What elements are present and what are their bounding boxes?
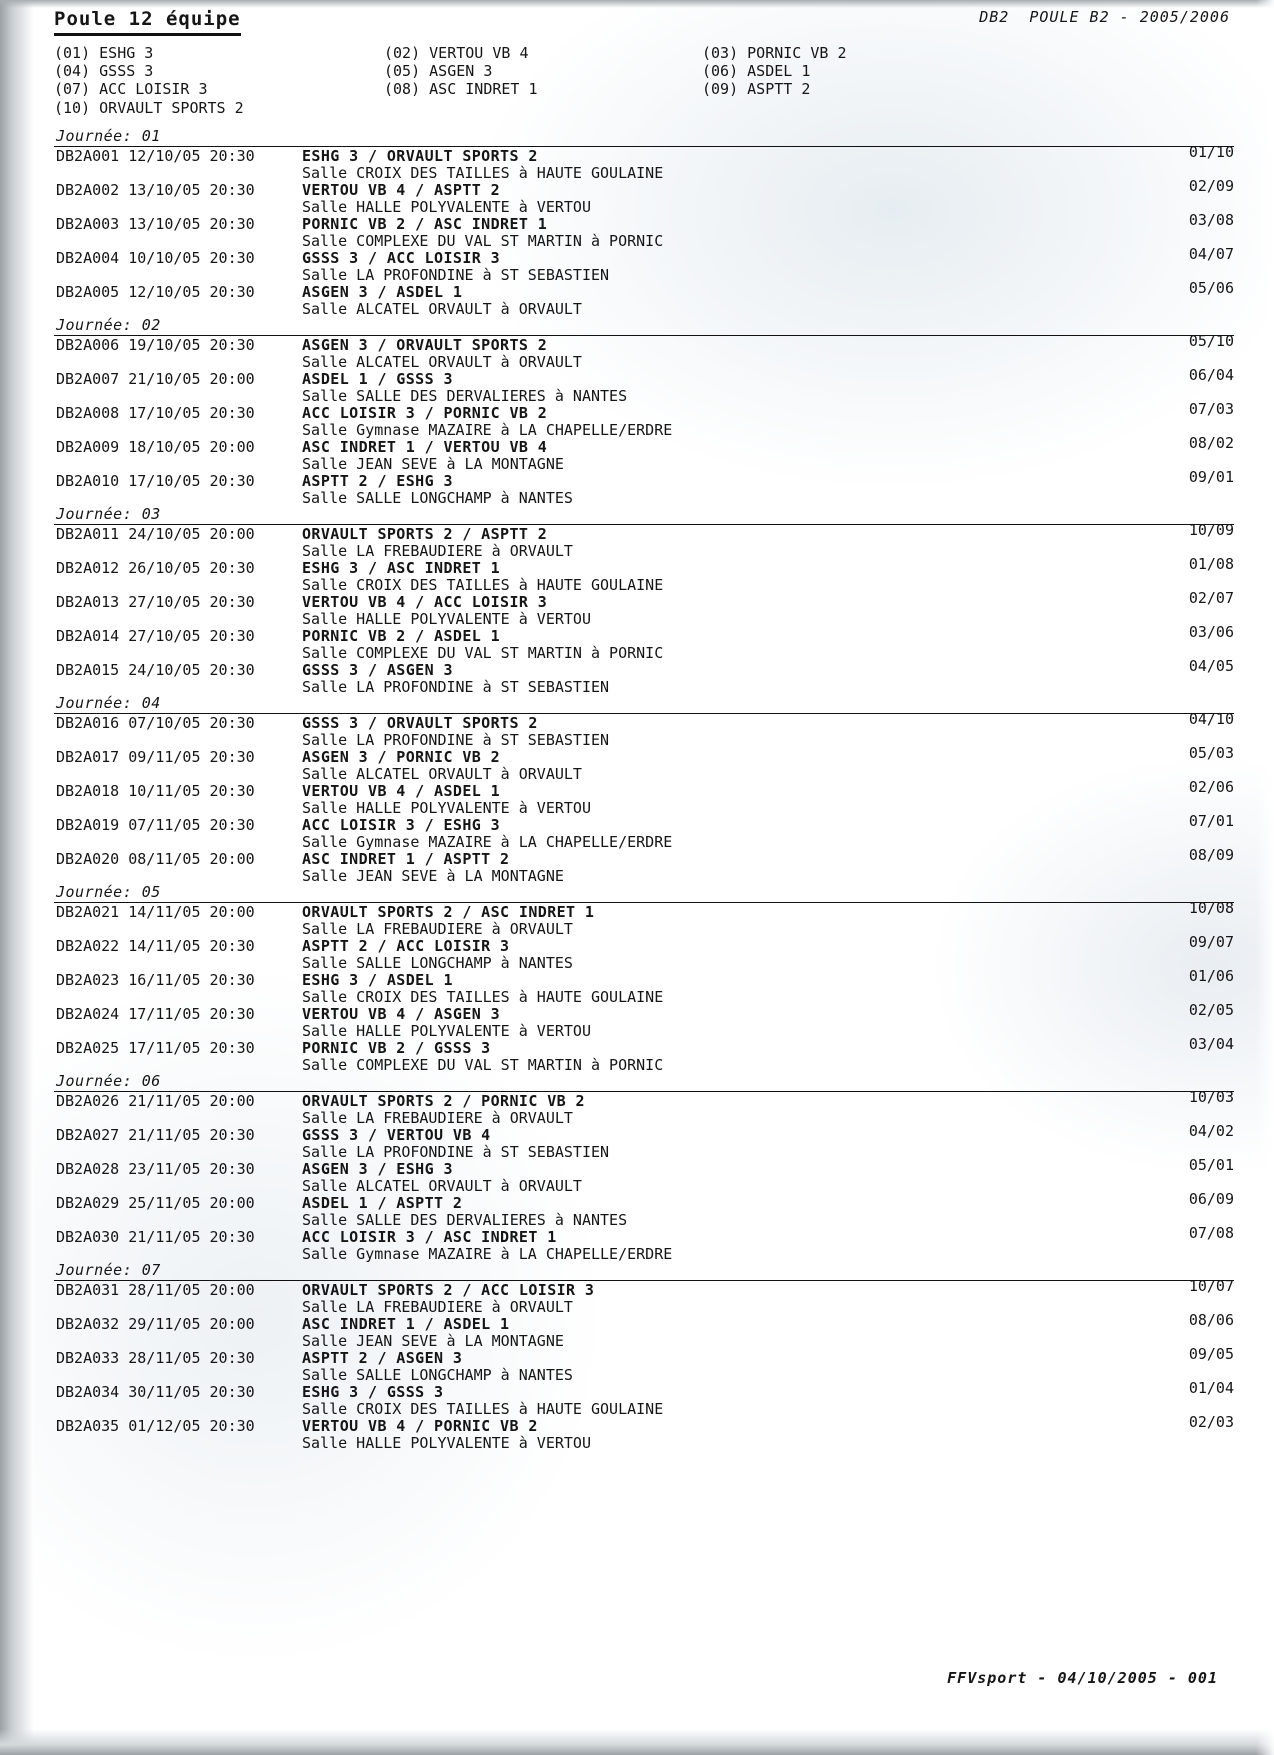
match-primary-line [54, 1190, 1234, 1212]
match-row [54, 710, 1234, 749]
match-primary-line [54, 812, 1234, 834]
match-teams: ASC INDRET 1 / VERTOU VB 4 [302, 438, 548, 456]
team-entry: (05) ASGEN 3 [384, 62, 493, 81]
match-row [54, 1088, 1234, 1127]
match-secondary-line [54, 766, 1234, 782]
match-teams: ASGEN 3 / ASDEL 1 [302, 283, 463, 301]
match-primary-line [54, 1156, 1234, 1178]
match-venue: Salle SALLE DES DERVALIERES à NANTES [302, 387, 628, 405]
match-primary-line [54, 366, 1234, 388]
journee-label: Journée: 04 [56, 694, 161, 712]
match-venue: Salle COMPLEXE DU VAL ST MARTIN à PORNIC [302, 232, 664, 250]
match-secondary-line [54, 422, 1234, 438]
match-team-numbers: 05/10 [1188, 332, 1234, 350]
match-teams: ACC LOISIR 3 / ESHG 3 [302, 816, 501, 834]
match-row [54, 245, 1234, 284]
match-secondary-line [54, 732, 1234, 748]
match-venue: Salle Gymnase MAZAIRE à LA CHAPELLE/ERDRE [302, 833, 673, 851]
journee-section [54, 128, 1234, 317]
match-row [54, 933, 1234, 972]
journee-label: Journée: 06 [56, 1072, 161, 1090]
match-teams: ASGEN 3 / ESHG 3 [302, 1160, 453, 1178]
match-code-datetime: DB2A010 17/10/05 20:30 [56, 472, 255, 490]
match-code-datetime: DB2A035 01/12/05 20:30 [56, 1417, 255, 1435]
match-team-numbers: 03/04 [1188, 1035, 1234, 1053]
match-secondary-line [54, 1212, 1234, 1228]
match-team-numbers: 01/06 [1188, 967, 1234, 985]
match-team-numbers: 08/02 [1188, 434, 1234, 452]
journee-section [54, 506, 1234, 695]
match-secondary-line [54, 301, 1234, 317]
match-teams: VERTOU VB 4 / ACC LOISIR 3 [302, 593, 548, 611]
match-team-numbers: 04/02 [1188, 1122, 1234, 1140]
match-secondary-line [54, 645, 1234, 661]
match-primary-line [54, 1379, 1234, 1401]
team-list-column-1 [54, 44, 244, 117]
match-venue: Salle SALLE LONGCHAMP à NANTES [302, 954, 573, 972]
match-team-numbers: 05/06 [1188, 279, 1234, 297]
match-venue: Salle ALCATEL ORVAULT à ORVAULT [302, 300, 582, 318]
match-code-datetime: DB2A015 24/10/05 20:30 [56, 661, 255, 679]
match-teams: ESHG 3 / ORVAULT SPORTS 2 [302, 147, 538, 165]
match-team-numbers: 08/06 [1188, 1311, 1234, 1329]
match-team-numbers: 01/04 [1188, 1379, 1234, 1397]
match-teams: ASGEN 3 / PORNIC VB 2 [302, 748, 501, 766]
team-entry: (10) ORVAULT SPORTS 2 [54, 98, 244, 117]
match-row [54, 1224, 1234, 1263]
match-row [54, 1379, 1234, 1418]
match-teams: ASGEN 3 / ORVAULT SPORTS 2 [302, 336, 548, 354]
match-primary-line [54, 846, 1234, 868]
team-list-column-2 [384, 44, 538, 99]
match-team-numbers: 04/10 [1188, 710, 1234, 728]
match-row [54, 1122, 1234, 1161]
match-venue: Salle LA PROFONDINE à ST SEBASTIEN [302, 266, 610, 284]
match-code-datetime: DB2A022 14/11/05 20:30 [56, 937, 255, 955]
match-row [54, 434, 1234, 473]
match-venue: Salle CROIX DES TAILLES à HAUTE GOULAINE [302, 988, 664, 1006]
match-team-numbers: 02/09 [1188, 177, 1234, 195]
match-code-datetime: DB2A013 27/10/05 20:30 [56, 593, 255, 611]
match-teams: ORVAULT SPORTS 2 / ASC INDRET 1 [302, 903, 595, 921]
match-code-datetime: DB2A031 28/11/05 20:00 [56, 1281, 255, 1299]
match-secondary-line [54, 1057, 1234, 1073]
match-team-numbers: 01/08 [1188, 555, 1234, 573]
match-row [54, 657, 1234, 696]
match-team-numbers: 08/09 [1188, 846, 1234, 864]
match-row [54, 400, 1234, 439]
match-team-numbers: 10/03 [1188, 1088, 1234, 1106]
match-secondary-line [54, 955, 1234, 971]
match-team-numbers: 07/08 [1188, 1224, 1234, 1242]
match-teams: GSSS 3 / ASGEN 3 [302, 661, 453, 679]
match-row [54, 744, 1234, 783]
match-teams: ORVAULT SPORTS 2 / PORNIC VB 2 [302, 1092, 585, 1110]
match-secondary-line [54, 490, 1234, 506]
match-code-datetime: DB2A002 13/10/05 20:30 [56, 181, 255, 199]
match-code-datetime: DB2A032 29/11/05 20:00 [56, 1315, 255, 1333]
match-venue: Salle HALLE POLYVALENTE à VERTOU [302, 1022, 591, 1040]
match-secondary-line [54, 1144, 1234, 1160]
match-row [54, 1035, 1234, 1074]
match-teams: PORNIC VB 2 / ASDEL 1 [302, 627, 501, 645]
match-primary-line [54, 468, 1234, 490]
match-team-numbers: 04/05 [1188, 657, 1234, 675]
match-primary-line [54, 1001, 1234, 1023]
match-primary-line [54, 589, 1234, 611]
match-secondary-line [54, 1367, 1234, 1383]
match-row [54, 812, 1234, 851]
match-primary-line [54, 623, 1234, 645]
match-secondary-line [54, 989, 1234, 1005]
match-code-datetime: DB2A004 10/10/05 20:30 [56, 249, 255, 267]
match-row [54, 778, 1234, 817]
match-team-numbers: 05/03 [1188, 744, 1234, 762]
match-row [54, 846, 1234, 885]
journee-section [54, 317, 1234, 506]
match-primary-line [54, 177, 1234, 199]
match-primary-line [54, 1311, 1234, 1333]
match-venue: Salle LA PROFONDINE à ST SEBASTIEN [302, 731, 610, 749]
match-primary-line [54, 1088, 1234, 1110]
match-row [54, 1413, 1234, 1452]
match-teams: ESHG 3 / ASDEL 1 [302, 971, 453, 989]
team-entry: (09) ASPTT 2 [702, 80, 811, 99]
match-teams: ASC INDRET 1 / ASDEL 1 [302, 1315, 510, 1333]
match-venue: Salle SALLE LONGCHAMP à NANTES [302, 489, 573, 507]
match-secondary-line [54, 1178, 1234, 1194]
page-edge-shadow-left [0, 0, 34, 1755]
match-venue: Salle COMPLEXE DU VAL ST MARTIN à PORNIC [302, 644, 664, 662]
match-venue: Salle LA FREBAUDIERE à ORVAULT [302, 920, 573, 938]
match-team-numbers: 02/03 [1188, 1413, 1234, 1431]
match-teams: PORNIC VB 2 / GSSS 3 [302, 1039, 491, 1057]
match-code-datetime: DB2A016 07/10/05 20:30 [56, 714, 255, 732]
match-teams: GSSS 3 / VERTOU VB 4 [302, 1126, 491, 1144]
team-entry: (03) PORNIC VB 2 [702, 44, 847, 62]
match-code-datetime: DB2A011 24/10/05 20:00 [56, 525, 255, 543]
match-row [54, 1311, 1234, 1350]
match-primary-line [54, 933, 1234, 955]
match-team-numbers: 09/07 [1188, 933, 1234, 951]
match-primary-line [54, 555, 1234, 577]
match-row [54, 468, 1234, 507]
match-primary-line [54, 279, 1234, 301]
match-team-numbers: 05/01 [1188, 1156, 1234, 1174]
match-primary-line [54, 1122, 1234, 1144]
journee-section [54, 695, 1234, 884]
match-secondary-line [54, 456, 1234, 472]
match-venue: Salle LA PROFONDINE à ST SEBASTIEN [302, 1143, 610, 1161]
journee-label: Journée: 01 [56, 127, 161, 145]
match-code-datetime: DB2A017 09/11/05 20:30 [56, 748, 255, 766]
match-code-datetime: DB2A005 12/10/05 20:30 [56, 283, 255, 301]
match-venue: Salle LA FREBAUDIERE à ORVAULT [302, 542, 573, 560]
match-primary-line [54, 1035, 1234, 1057]
match-teams: ASC INDRET 1 / ASPTT 2 [302, 850, 510, 868]
match-primary-line [54, 211, 1234, 233]
match-venue: Salle CROIX DES TAILLES à HAUTE GOULAINE [302, 164, 664, 182]
journee-section [54, 1262, 1234, 1451]
match-team-numbers: 02/05 [1188, 1001, 1234, 1019]
match-code-datetime: DB2A007 21/10/05 20:00 [56, 370, 255, 388]
match-teams: ESHG 3 / ASC INDRET 1 [302, 559, 501, 577]
match-teams: GSSS 3 / ACC LOISIR 3 [302, 249, 501, 267]
match-code-datetime: DB2A003 13/10/05 20:30 [56, 215, 255, 233]
match-primary-line [54, 710, 1234, 732]
document-content [48, 0, 1238, 1755]
match-team-numbers: 10/07 [1188, 1277, 1234, 1295]
match-primary-line [54, 434, 1234, 456]
match-row [54, 1345, 1234, 1384]
match-code-datetime: DB2A033 28/11/05 20:30 [56, 1349, 255, 1367]
match-teams: ASPTT 2 / ESHG 3 [302, 472, 453, 490]
page-footer: FFVsport - 04/10/2005 - 001 [947, 1669, 1218, 1687]
match-code-datetime: DB2A027 21/11/05 20:30 [56, 1126, 255, 1144]
match-teams: ACC LOISIR 3 / ASC INDRET 1 [302, 1228, 557, 1246]
match-code-datetime: DB2A009 18/10/05 20:00 [56, 438, 255, 456]
match-venue: Salle HALLE POLYVALENTE à VERTOU [302, 799, 591, 817]
match-primary-line [54, 332, 1234, 354]
match-primary-line [54, 400, 1234, 422]
match-code-datetime: DB2A001 12/10/05 20:30 [56, 147, 255, 165]
match-team-numbers: 04/07 [1188, 245, 1234, 263]
journee-label: Journée: 03 [56, 505, 161, 523]
match-secondary-line [54, 1299, 1234, 1315]
match-team-numbers: 03/08 [1188, 211, 1234, 229]
match-venue: Salle SALLE DES DERVALIERES à NANTES [302, 1211, 628, 1229]
match-code-datetime: DB2A025 17/11/05 20:30 [56, 1039, 255, 1057]
match-teams: VERTOU VB 4 / ASDEL 1 [302, 782, 501, 800]
match-secondary-line [54, 1246, 1234, 1262]
match-teams: ASPTT 2 / ACC LOISIR 3 [302, 937, 510, 955]
team-list-column-3 [702, 44, 847, 99]
match-code-datetime: DB2A012 26/10/05 20:30 [56, 559, 255, 577]
match-row [54, 1156, 1234, 1195]
match-venue: Salle LA FREBAUDIERE à ORVAULT [302, 1298, 573, 1316]
match-code-datetime: DB2A020 08/11/05 20:00 [56, 850, 255, 868]
match-primary-line [54, 1224, 1234, 1246]
match-primary-line [54, 521, 1234, 543]
match-secondary-line [54, 1333, 1234, 1349]
match-venue: Salle ALCATEL ORVAULT à ORVAULT [302, 765, 582, 783]
match-code-datetime: DB2A028 23/11/05 20:30 [56, 1160, 255, 1178]
match-code-datetime: DB2A014 27/10/05 20:30 [56, 627, 255, 645]
match-code-datetime: DB2A023 16/11/05 20:30 [56, 971, 255, 989]
match-primary-line [54, 1413, 1234, 1435]
match-secondary-line [54, 577, 1234, 593]
match-venue: Salle CROIX DES TAILLES à HAUTE GOULAINE [302, 1400, 664, 1418]
match-code-datetime: DB2A030 21/11/05 20:30 [56, 1228, 255, 1246]
match-team-numbers: 06/09 [1188, 1190, 1234, 1208]
match-primary-line [54, 143, 1234, 165]
match-venue: Salle HALLE POLYVALENTE à VERTOU [302, 610, 591, 628]
match-secondary-line [54, 233, 1234, 249]
match-venue: Salle LA PROFONDINE à ST SEBASTIEN [302, 678, 610, 696]
match-teams: ESHG 3 / GSSS 3 [302, 1383, 444, 1401]
match-teams: ORVAULT SPORTS 2 / ASPTT 2 [302, 525, 548, 543]
document-header-right: DB2 POULE B2 - 2005/2006 [979, 8, 1230, 26]
schedule-body [54, 128, 1234, 1451]
match-teams: VERTOU VB 4 / ASGEN 3 [302, 1005, 501, 1023]
journee-section [54, 884, 1234, 1073]
match-teams: VERTOU VB 4 / ASPTT 2 [302, 181, 501, 199]
match-code-datetime: DB2A034 30/11/05 20:30 [56, 1383, 255, 1401]
match-secondary-line [54, 1401, 1234, 1417]
match-venue: Salle ALCATEL ORVAULT à ORVAULT [302, 1177, 582, 1195]
team-entry: (01) ESHG 3 [54, 44, 154, 62]
match-primary-line [54, 967, 1234, 989]
match-team-numbers: 10/08 [1188, 899, 1234, 917]
match-secondary-line [54, 1435, 1234, 1451]
match-teams: VERTOU VB 4 / PORNIC VB 2 [302, 1417, 538, 1435]
match-secondary-line [54, 611, 1234, 627]
match-primary-line [54, 1345, 1234, 1367]
match-row [54, 521, 1234, 560]
match-teams: GSSS 3 / ORVAULT SPORTS 2 [302, 714, 538, 732]
match-teams: ASPTT 2 / ASGEN 3 [302, 1349, 463, 1367]
match-row [54, 366, 1234, 405]
match-code-datetime: DB2A029 25/11/05 20:00 [56, 1194, 255, 1212]
journee-section [54, 1073, 1234, 1262]
match-secondary-line [54, 834, 1234, 850]
match-row [54, 211, 1234, 250]
match-venue: Salle Gymnase MAZAIRE à LA CHAPELLE/ERDRE [302, 421, 673, 439]
team-entry: (02) VERTOU VB 4 [384, 44, 529, 62]
match-code-datetime: DB2A008 17/10/05 20:30 [56, 404, 255, 422]
match-secondary-line [54, 354, 1234, 370]
match-primary-line [54, 778, 1234, 800]
match-team-numbers: 01/10 [1188, 143, 1234, 161]
match-venue: Salle ALCATEL ORVAULT à ORVAULT [302, 353, 582, 371]
match-secondary-line [54, 543, 1234, 559]
match-row [54, 279, 1234, 318]
match-primary-line [54, 1277, 1234, 1299]
team-entry: (07) ACC LOISIR 3 [54, 80, 208, 99]
match-code-datetime: DB2A026 21/11/05 20:00 [56, 1092, 255, 1110]
match-team-numbers: 02/06 [1188, 778, 1234, 796]
match-venue: Salle SALLE LONGCHAMP à NANTES [302, 1366, 573, 1384]
match-teams: ACC LOISIR 3 / PORNIC VB 2 [302, 404, 548, 422]
team-entry: (06) ASDEL 1 [702, 62, 811, 81]
match-code-datetime: DB2A024 17/11/05 20:30 [56, 1005, 255, 1023]
match-team-numbers: 09/01 [1188, 468, 1234, 486]
match-team-numbers: 03/06 [1188, 623, 1234, 641]
match-secondary-line [54, 1023, 1234, 1039]
match-row [54, 623, 1234, 662]
match-venue: Salle JEAN SEVE à LA MONTAGNE [302, 455, 564, 473]
page-right-clip [1256, 0, 1274, 1755]
match-row [54, 967, 1234, 1006]
match-code-datetime: DB2A018 10/11/05 20:30 [56, 782, 255, 800]
match-row [54, 177, 1234, 216]
match-team-numbers: 06/04 [1188, 366, 1234, 384]
match-venue: Salle LA FREBAUDIERE à ORVAULT [302, 1109, 573, 1127]
match-secondary-line [54, 267, 1234, 283]
match-code-datetime: DB2A006 19/10/05 20:30 [56, 336, 255, 354]
match-team-numbers: 07/01 [1188, 812, 1234, 830]
match-secondary-line [54, 1110, 1234, 1126]
journee-label: Journée: 05 [56, 883, 161, 901]
match-secondary-line [54, 388, 1234, 404]
match-venue: Salle HALLE POLYVALENTE à VERTOU [302, 198, 591, 216]
match-teams: ORVAULT SPORTS 2 / ACC LOISIR 3 [302, 1281, 595, 1299]
journee-label: Journée: 07 [56, 1261, 161, 1279]
match-teams: PORNIC VB 2 / ASC INDRET 1 [302, 215, 548, 233]
team-entry: (08) ASC INDRET 1 [384, 80, 538, 99]
journee-label: Journée: 02 [56, 316, 161, 334]
match-team-numbers: 02/07 [1188, 589, 1234, 607]
match-venue: Salle JEAN SEVE à LA MONTAGNE [302, 867, 564, 885]
page-title: Poule 12 équipe [54, 8, 241, 36]
match-row [54, 555, 1234, 594]
match-secondary-line [54, 868, 1234, 884]
match-secondary-line [54, 165, 1234, 181]
match-row [54, 899, 1234, 938]
match-team-numbers: 07/03 [1188, 400, 1234, 418]
match-secondary-line [54, 800, 1234, 816]
match-secondary-line [54, 921, 1234, 937]
match-row [54, 143, 1234, 182]
match-team-numbers: 09/05 [1188, 1345, 1234, 1363]
match-code-datetime: DB2A021 14/11/05 20:00 [56, 903, 255, 921]
team-entry: (04) GSSS 3 [54, 62, 154, 81]
match-primary-line [54, 744, 1234, 766]
match-teams: ASDEL 1 / GSSS 3 [302, 370, 453, 388]
match-row [54, 1001, 1234, 1040]
match-code-datetime: DB2A019 07/11/05 20:30 [56, 816, 255, 834]
match-primary-line [54, 245, 1234, 267]
match-venue: Salle CROIX DES TAILLES à HAUTE GOULAINE [302, 576, 664, 594]
match-teams: ASDEL 1 / ASPTT 2 [302, 1194, 463, 1212]
match-row [54, 1277, 1234, 1316]
match-secondary-line [54, 199, 1234, 215]
match-primary-line [54, 899, 1234, 921]
match-venue: Salle JEAN SEVE à LA MONTAGNE [302, 1332, 564, 1350]
match-secondary-line [54, 679, 1234, 695]
match-row [54, 1190, 1234, 1229]
match-venue: Salle COMPLEXE DU VAL ST MARTIN à PORNIC [302, 1056, 664, 1074]
match-row [54, 332, 1234, 371]
match-venue: Salle Gymnase MAZAIRE à LA CHAPELLE/ERDRE [302, 1245, 673, 1263]
match-team-numbers: 10/09 [1188, 521, 1234, 539]
match-venue: Salle HALLE POLYVALENTE à VERTOU [302, 1434, 591, 1452]
match-row [54, 589, 1234, 628]
match-primary-line [54, 657, 1234, 679]
